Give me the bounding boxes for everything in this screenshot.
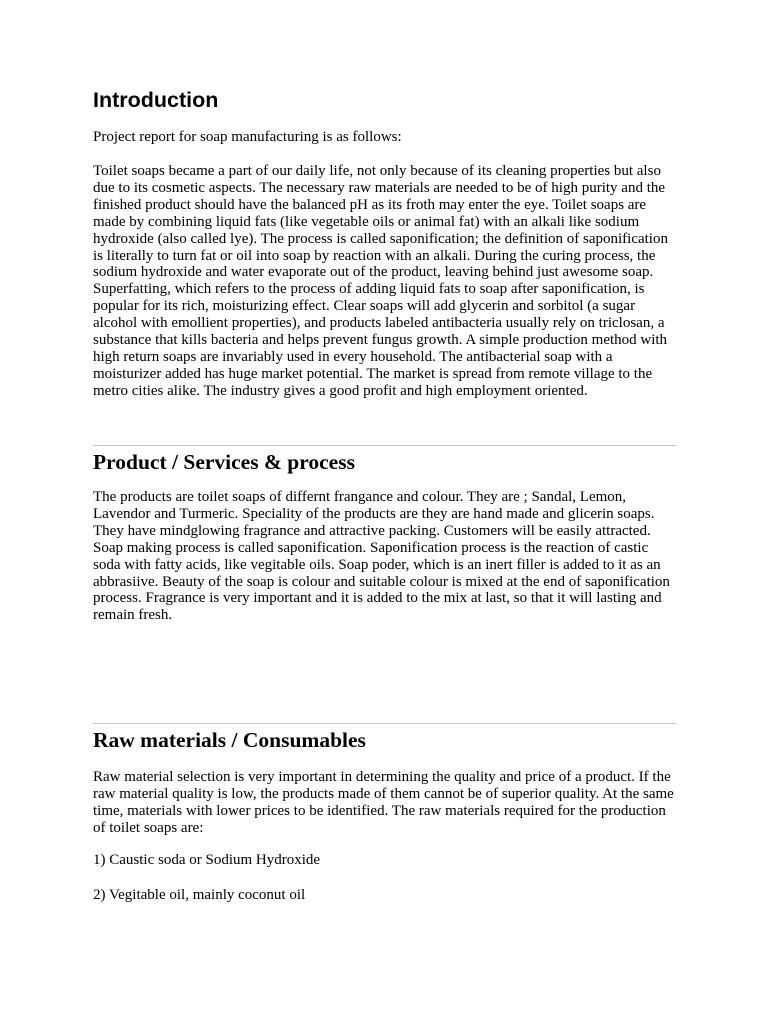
raw-material-item: 1) Caustic soda or Sodium Hydroxide [93, 852, 321, 868]
raw-materials-heading: Raw materials / Consumables [93, 728, 366, 752]
raw-materials-body: Raw material selection is very important in determining the quality and price of a product. If the raw material quality is low, the products made of them cannot be of superior quality. At the same time, materials with lower prices to be identified. The raw materials required for the production of toilet soaps are: [93, 769, 674, 836]
section-divider [93, 445, 677, 446]
section-divider [93, 723, 677, 724]
introduction-heading: Introduction [93, 88, 219, 112]
introduction-body: Toilet soaps became a part of our daily life, not only because of its cleaning properties but also due to its cosmetic aspects. The necessary raw materials are needed to be of high purity and the finished product should have the balanced pH as its froth may enter the eye. Toilet soaps are made by combining liquid fats (like vegetable oils or animal fat) with an alkali like sodium hydroxide (also called lye). The process is called saponification; the definition of saponification is literally to turn fat or oil into soap by reaction with an alkali. During the curing process, the sodium hydroxide and water evaporate out of the product, leaving behind just awesome soap. Superfatting, which refers to the process of adding liquid fats to soap after saponification, is popular for its rich, moisturizing effect. Clear soaps will add glycerin and sorbitol (a sugar alcohol with emollient properties), and products labeled antibacteria usually rely on triclosan, a substance that kills bacteria and helps prevent fungus growth. A simple production method with high return soaps are invariably used in every household. The antibacterial soap with a moisturizer added has huge market potential. The market is spread from remote village to the metro cities alike. The industry gives a good profit and high employment oriented. [93, 163, 668, 399]
raw-material-item: 2) Vegitable oil, mainly coconut oil [93, 887, 306, 903]
products-heading: Product / Services & process [93, 450, 355, 474]
products-body: The products are toilet soaps of differnt frangance and colour. They are ; Sandal, Lemon, Lavendor and Turmeric. Speciality of the products are they are hand made and glicerin soaps. They have mindglowing fragrance and attractive packing. Customers will be easily attracted. Soap making process is called saponification. Saponification process is the reaction of castic soda with fatty acids, like vegitable oils. Soap poder, which is an inert filler is added to it as an abbrasiive. Beauty of the soap is colour and suitable colour is mixed at the end of saponification process. Fragrance is very important and it is added to the mix at last, so that it will lasting and remain fresh. [93, 489, 670, 624]
introduction-lead: Project report for soap manufacturing is as follows: [93, 129, 402, 145]
